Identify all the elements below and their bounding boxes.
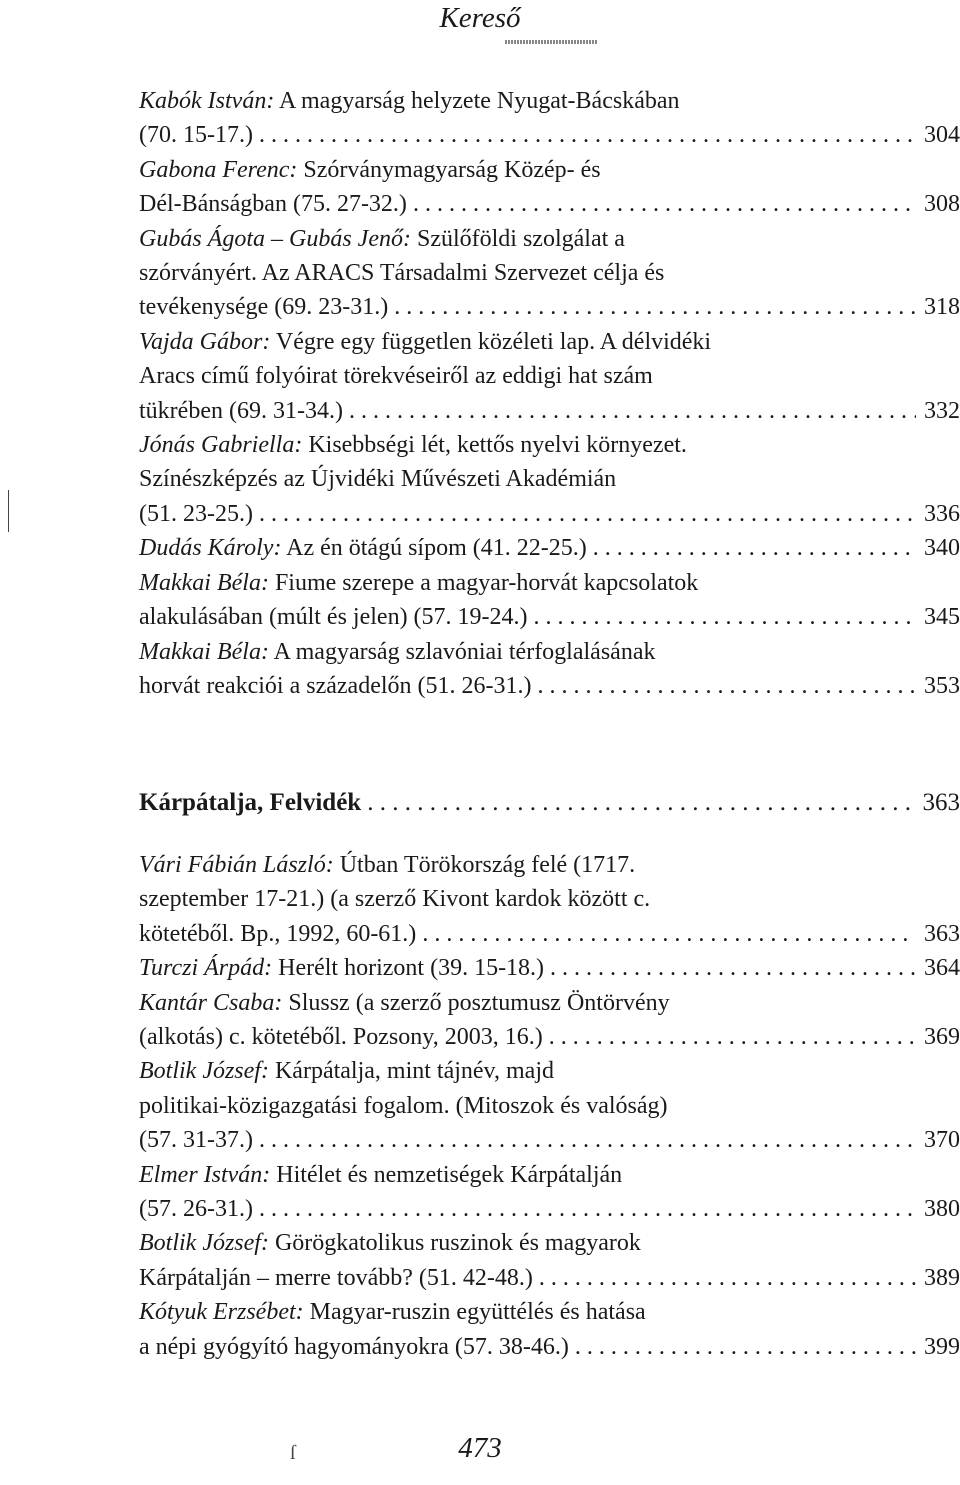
toc-line-text	[139, 852, 635, 878]
toc-title-text: Szülőföldi szolgálat a	[410, 225, 625, 252]
toc-entry	[139, 566, 960, 635]
dot-leader	[534, 600, 916, 634]
toc-line-text	[139, 639, 655, 665]
toc-line	[139, 497, 960, 531]
toc-line-text	[139, 951, 544, 985]
dot-leader	[538, 669, 917, 703]
toc-title-text: alakulásában (múlt és jelen) (57. 19-24.)	[139, 604, 528, 631]
toc-title-text: A magyarság helyzete Nyugat-Bácskában	[274, 88, 680, 114]
toc-title-text: Útban Törökország felé (1717.	[333, 852, 636, 878]
toc-title-text: A magyarság szlavóniai térfoglalásának	[268, 638, 656, 665]
toc-author: Vajda Gábor:	[139, 328, 271, 355]
toc-page-number: 308	[924, 191, 960, 218]
toc-line	[139, 1158, 960, 1192]
toc-title-text: a népi gyógyító hagyományokra (57. 38-46.)	[139, 1333, 569, 1360]
toc-line-text	[139, 1330, 569, 1364]
toc-page-number: 369	[924, 1024, 960, 1051]
toc-entry	[139, 1158, 960, 1227]
dot-leader	[550, 951, 916, 985]
toc-line-text	[139, 226, 625, 252]
toc-title-text: Kisebbségi lét, kettős nyelvi környezet.	[302, 432, 687, 459]
dot-leader	[259, 1192, 916, 1226]
toc-page-number: 389	[924, 1264, 960, 1291]
dot-leader	[394, 290, 916, 324]
running-head-ornament	[505, 40, 597, 44]
toc-entry	[139, 1295, 960, 1364]
toc-line-text	[139, 1020, 543, 1054]
dot-leader	[539, 1261, 916, 1295]
toc-title-text: Végre egy független közéleti lap. A délvidéki	[270, 328, 712, 355]
toc-line	[139, 566, 960, 600]
toc-line-text	[139, 917, 416, 951]
toc-line	[139, 1089, 960, 1123]
toc-line	[139, 394, 960, 428]
toc-line-text	[139, 88, 680, 114]
toc-page-number: 353	[924, 672, 960, 699]
dot-leader	[367, 786, 914, 820]
toc-entry	[139, 325, 960, 428]
toc-line	[139, 325, 960, 359]
toc-author: Dudás Károly:	[139, 535, 282, 562]
toc-page-number: 363	[924, 920, 960, 947]
toc-line	[139, 669, 960, 703]
toc-section-delvidek	[139, 84, 960, 703]
toc-title-text: Szórványmagyarság Közép- és	[297, 156, 601, 183]
toc-author: Botlik József:	[139, 1230, 269, 1257]
toc-entry	[139, 635, 960, 704]
toc-line-text	[139, 600, 528, 634]
toc-line	[139, 1123, 960, 1157]
toc-line-text	[139, 260, 664, 286]
toc-line-text	[139, 1058, 554, 1084]
toc-line	[139, 1261, 960, 1295]
toc-title-text: Görögkatolikus ruszinok és magyarok	[268, 1230, 641, 1257]
toc-line	[139, 1054, 960, 1088]
toc-page-number: 399	[924, 1333, 960, 1360]
toc-entry	[139, 222, 960, 325]
section-heading	[139, 786, 960, 820]
toc-author: Botlik József:	[139, 1058, 269, 1085]
toc-author: Makkai Béla:	[139, 638, 269, 665]
toc-author: Kantár Csaba:	[139, 989, 283, 1016]
stray-mark: ſ	[290, 1442, 296, 1464]
toc-line-text	[139, 1123, 253, 1157]
toc-line	[139, 462, 960, 496]
toc-line-text	[139, 157, 601, 183]
toc-line-text	[139, 329, 711, 355]
section-page: 363	[922, 789, 960, 816]
toc-title-text: kötetéből. Bp., 1992, 60-61.)	[139, 920, 417, 947]
toc-title-text: Kárpátalján – merre tovább? (51. 42-48.)	[139, 1264, 533, 1291]
toc-line-text	[139, 187, 407, 221]
toc-section-karpatalja	[139, 848, 960, 1364]
toc-page-number: 304	[924, 122, 960, 149]
toc-title-text: (57. 31-37.)	[139, 1127, 253, 1154]
toc-author: Jónás Gabriella:	[139, 432, 303, 459]
dot-leader	[422, 917, 916, 951]
toc-line-text	[139, 531, 587, 565]
toc-line	[139, 428, 960, 462]
toc-line-text	[139, 570, 698, 596]
toc-title-text: Hitélet és nemzetiségek Kárpátalján	[270, 1161, 623, 1188]
dot-leader	[259, 118, 916, 152]
toc-title-text: tükrében (69. 31-34.)	[139, 397, 343, 424]
toc-line	[139, 359, 960, 393]
toc-line-text	[139, 1261, 533, 1295]
toc-title-text: Színészképzés az Újvidéki Művészeti Akadémián	[139, 466, 617, 493]
toc-page-number: 318	[924, 294, 960, 321]
toc-entry	[139, 84, 960, 153]
toc-line	[139, 917, 960, 951]
toc-line	[139, 600, 960, 634]
toc-line-text	[139, 886, 650, 912]
toc-line	[139, 1192, 960, 1226]
toc-author: Gubás Ágota – Gubás Jenő:	[139, 225, 411, 252]
toc-line	[139, 1295, 960, 1329]
toc-title-text: (51. 23-25.)	[139, 500, 253, 527]
dot-leader	[575, 1330, 916, 1364]
toc-line-text	[139, 497, 253, 531]
toc-title-text: Dél-Bánságban (75. 27-32.)	[139, 191, 407, 218]
dot-leader	[259, 497, 916, 531]
toc-title-text: szeptember 17-21.) (a szerző Kivont kardok között c.	[139, 886, 651, 913]
toc-title-text: Slussz (a szerző posztumusz Öntörvény	[282, 989, 670, 1016]
toc-line-text	[139, 118, 253, 152]
toc-title-text: politikai-közigazgatási fogalom. (Mitoszok és valóság)	[139, 1092, 668, 1119]
toc-page-number: 345	[924, 604, 960, 631]
toc-page-number: 336	[924, 500, 960, 527]
toc-title-text: Az én ötágú sípom (41. 22-25.)	[281, 535, 587, 562]
toc-entry	[139, 986, 960, 1055]
toc-author: Gabona Ferenc:	[139, 156, 298, 183]
toc-line-text	[139, 432, 687, 458]
toc-line	[139, 118, 960, 152]
toc-line	[139, 882, 960, 916]
toc-page-number: 332	[924, 397, 960, 424]
dot-leader	[593, 531, 916, 565]
dot-leader	[549, 1020, 916, 1054]
toc-entry	[139, 1226, 960, 1295]
dot-leader	[259, 1123, 916, 1157]
toc-line	[139, 84, 960, 118]
toc-line	[139, 1226, 960, 1260]
toc-entry	[139, 1054, 960, 1157]
toc-title-text: (70. 15-17.)	[139, 122, 253, 149]
toc-author: Vári Fábián László:	[139, 852, 334, 878]
toc-author: Makkai Béla:	[139, 569, 269, 596]
dot-leader	[413, 187, 916, 221]
toc-page-number: 370	[924, 1127, 960, 1154]
toc-line	[139, 635, 960, 669]
toc-line	[139, 1020, 960, 1054]
toc-title-text: Kárpátalja, mint tájnév, majd	[268, 1058, 554, 1085]
toc-page-number: 380	[924, 1196, 960, 1223]
toc-author: Elmer István:	[139, 1161, 271, 1188]
toc-line-text	[139, 1192, 253, 1226]
toc-line	[139, 951, 960, 985]
toc-line-text	[139, 1162, 622, 1188]
section-title: Kárpátalja, Felvidék	[139, 789, 362, 816]
toc-title-text: (57. 26-31.)	[139, 1196, 253, 1223]
running-head: Kereső	[439, 2, 521, 34]
toc-line-text	[139, 1093, 668, 1119]
toc-line-text	[139, 363, 653, 389]
toc-title-text: (alkotás) c. kötetéből. Pozsony, 2003, 16.)	[139, 1024, 543, 1051]
toc-line-text	[139, 394, 343, 428]
toc-line-text	[139, 466, 616, 492]
toc-line-text	[139, 1299, 646, 1325]
toc-line	[139, 153, 960, 187]
toc-line	[139, 290, 960, 324]
toc-page-number: 340	[924, 535, 960, 562]
page-number: 473	[458, 1432, 502, 1464]
toc-line	[139, 1330, 960, 1364]
toc-line-text	[139, 290, 388, 324]
toc-title-text: horvát reakciói a századelőn (51. 26-31.)	[139, 672, 532, 699]
toc-line	[139, 986, 960, 1020]
toc-line	[139, 256, 960, 290]
toc-line-text	[139, 669, 532, 703]
toc-author: Kótyuk Erzsébet:	[139, 1299, 304, 1326]
toc-line-text	[139, 1230, 641, 1256]
toc-line-text	[139, 990, 670, 1016]
toc-author: Turczi Árpád:	[139, 955, 273, 982]
dot-leader	[349, 394, 916, 428]
toc-line	[139, 531, 960, 565]
toc-entry	[139, 153, 960, 222]
toc-entry	[139, 951, 960, 985]
toc-line	[139, 848, 960, 882]
toc-entry	[139, 531, 960, 565]
toc-author: Kabók István:	[139, 88, 275, 114]
toc-title-text: tevékenysége (69. 23-31.)	[139, 294, 389, 321]
toc-entry	[139, 428, 960, 531]
toc-line	[139, 222, 960, 256]
toc-page-number: 364	[924, 955, 960, 982]
toc-line	[139, 187, 960, 221]
margin-mark	[8, 490, 9, 532]
toc-title-text: Herélt horizont (39. 15-18.)	[272, 955, 545, 982]
toc-title-text: Aracs című folyóirat törekvéseiről az eddigi hat szám	[139, 363, 653, 390]
toc-title-text: Magyar-ruszin együttélés és hatása	[303, 1299, 646, 1326]
toc-title-text: szórványért. Az ARACS Társadalmi Szervezet célja és	[139, 260, 665, 287]
toc-title-text: Fiume szerepe a magyar-horvát kapcsolatok	[268, 569, 699, 596]
toc-entry	[139, 848, 960, 951]
